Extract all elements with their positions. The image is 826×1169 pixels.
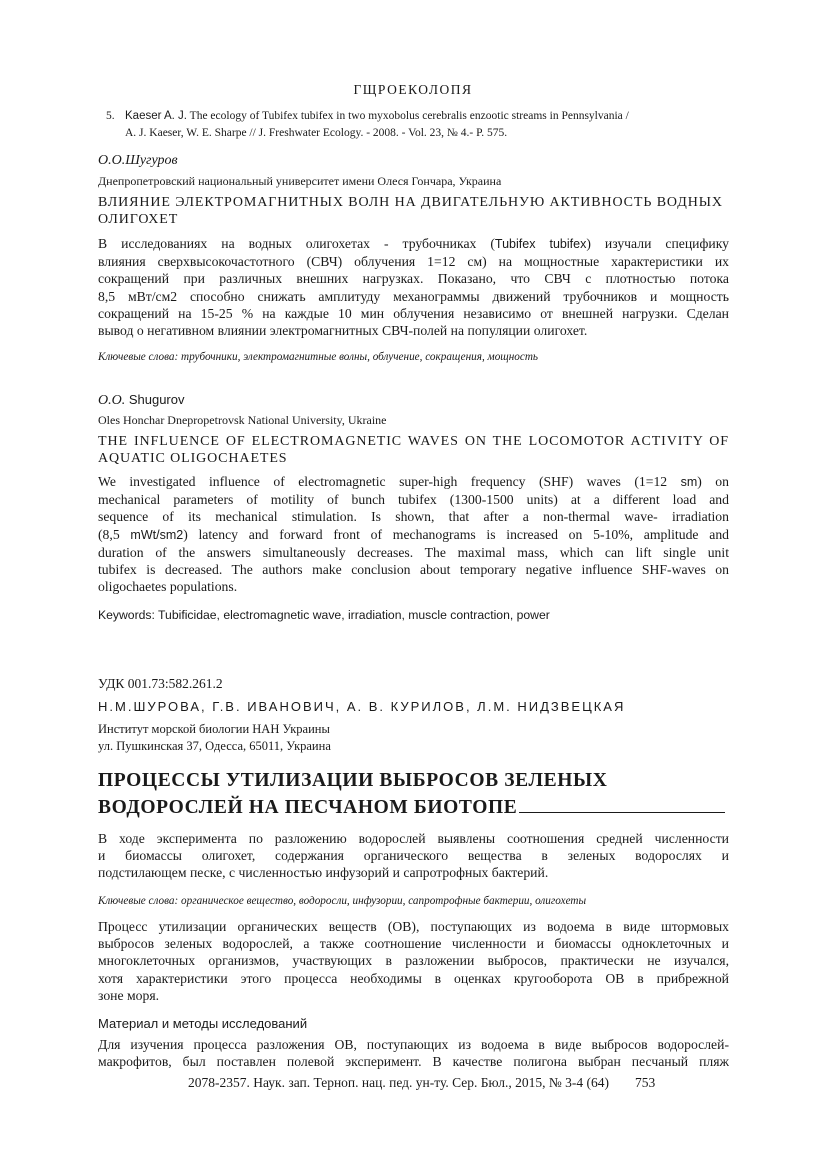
page-number: 753 [635, 1075, 656, 1090]
udk-code: УДК 001.73:582.261.2 [98, 676, 223, 691]
methods-heading: Материал и методы исследований [98, 1016, 308, 1031]
ru-affiliation: Днепропетровский национальный университет имени Олеся Гончара, Украина [98, 174, 502, 188]
reference-item [98, 108, 738, 142]
article-introduction: Процесс утилизации органических веществ (ОВ), поступающих из водоема в виде штормовых выбросов зеленых водорослей, а также соотношение численности и биомассы одноклеточных и многоклеточных организмов, участвующих в разложении выбросов, практически не изучался, хотя характеристики этого процесса необходимы в оценках кругооборота ОВ в прибрежной зоне моря. [98, 919, 729, 1003]
ru-keywords: Ключевые слова: трубочники, электромагнитные волны, облучение, сокращения, мощность [98, 351, 539, 363]
footer-citation: 2078-2357. Наук. зап. Терноп. нац. пед. ун-ту. Сер. Бюл., 2015, № 3-4 (64) [188, 1075, 609, 1090]
title-underline-rule [519, 793, 725, 813]
methods-text: Для изучения процесса разложения ОВ, поступающих из водоема в виде выбросов водорослей- макрофитов, был поставлен полевой эксперимент. В качестве полигона выбран песчаный пляж [98, 1037, 729, 1070]
en-abstract-body: We investigated influence of electromagnetic super-high frequency (SHF) waves (1=12 sm) on mechanical parameters of motility of bunch tubifex (1300-1500 units) at a different load and sequence of its mechanical stimulation. Is shown, that after a non-thermal wave- irradiation (8,5 mWt/sm2) latency and forward front of mechanograms is increased on 5-10%, amplitude and duration of the answers simultaneously decreases. The maximal mass, which can lift single unit tubifex is decreased. The authors make conclusion about temporary negative influence SHF-waves on oligochaetes populations. [98, 474, 730, 595]
article-keywords: Ключевые слова: органическое вещество, водоросли, инфузории, сапротрофные бактерии, олигохеты [98, 895, 587, 907]
reference-number: 5. [106, 110, 115, 122]
en-title: THE INFLUENCE OF ELECTROMAGNETIC WAVES ON THE LOCOMOTOR ACTIVITY OF AQUATIC OLIGOCHAETES [98, 434, 729, 466]
running-header: ГЩРОЕКОЛОПЯ [353, 82, 473, 97]
article-institution: Институт морской биологии НАН Украины ул. Пушкинская 37, Одесса, 65011, Украина [98, 722, 331, 753]
article-abstract: В ходе эксперимента по разложению водорослей выявлены соотношения средней численности и биомассы олигохет, содержания органического вещества в зеленых водорослях и подстилающем песке, с численностью инфузорий и сапротрофных бактерий. [98, 831, 729, 881]
en-author: O.O. Shugurov [98, 392, 185, 408]
article-authors: Н.М.ШУРОВА, Г.В. ИВАНОВИЧ, А. В. КУРИЛОВ, Л.М. НИДЗВЕЦКАЯ [98, 699, 626, 714]
en-affiliation: Oles Honchar Dnepropetrovsk National University, Ukraine [98, 413, 387, 427]
ru-author: О.О.Шугуров [98, 153, 178, 168]
reference-text-line1: The ecology of Tubifex tubifex in two myxobolus cerebralis enzootic streams in Pennsylvania / [187, 110, 629, 122]
article-title: ПРОЦЕССЫ УТИЛИЗАЦИИ ВЫБРОСОВ ЗЕЛЕНЫХ ВОДОРОСЛЕЙ НА ПЕСЧАНОМ БИОТОПЕ [98, 769, 729, 820]
page-footer [188, 1075, 655, 1091]
ru-abstract-body: В исследованиях на водных олигохетах - трубочниках (Tubifex tubifex) изучали специфику влияния сверхвысокочастотного (СВЧ) облучения 1=12 см) на мощностные характеристики их сокращений при различных внешних нагрузках. Показано, что СВЧ с плотностью потока 8,5 мВт/см2 способно снижать амплитуду механограммы движений трубочников и мощность сокращений на 15-25 % на каждые 10 мин облучения независимо от внешней нагрузки. Сделан вывод о негативном влиянии электромагнитных СВЧ-полей на популяции олигохет. [98, 236, 729, 339]
en-keywords: Keywords: Tubificidae, electromagnetic wave, irradiation, muscle contraction, power [98, 608, 550, 622]
reference-author: Kaeser A. J. [125, 110, 188, 122]
reference-text-line2: A. J. Kaeser, W. E. Sharpe // J. Freshwater Ecology. - 2008. - Vol. 23, № 4.- P. 575. [125, 127, 508, 139]
ru-title: ВЛИЯНИЕ ЭЛЕКТРОМАГНИТНЫХ ВОЛН НА ДВИГАТЕЛЬНУЮ АКТИВНОСТЬ ВОДНЫХ ОЛИГОХЕТ [98, 195, 723, 227]
